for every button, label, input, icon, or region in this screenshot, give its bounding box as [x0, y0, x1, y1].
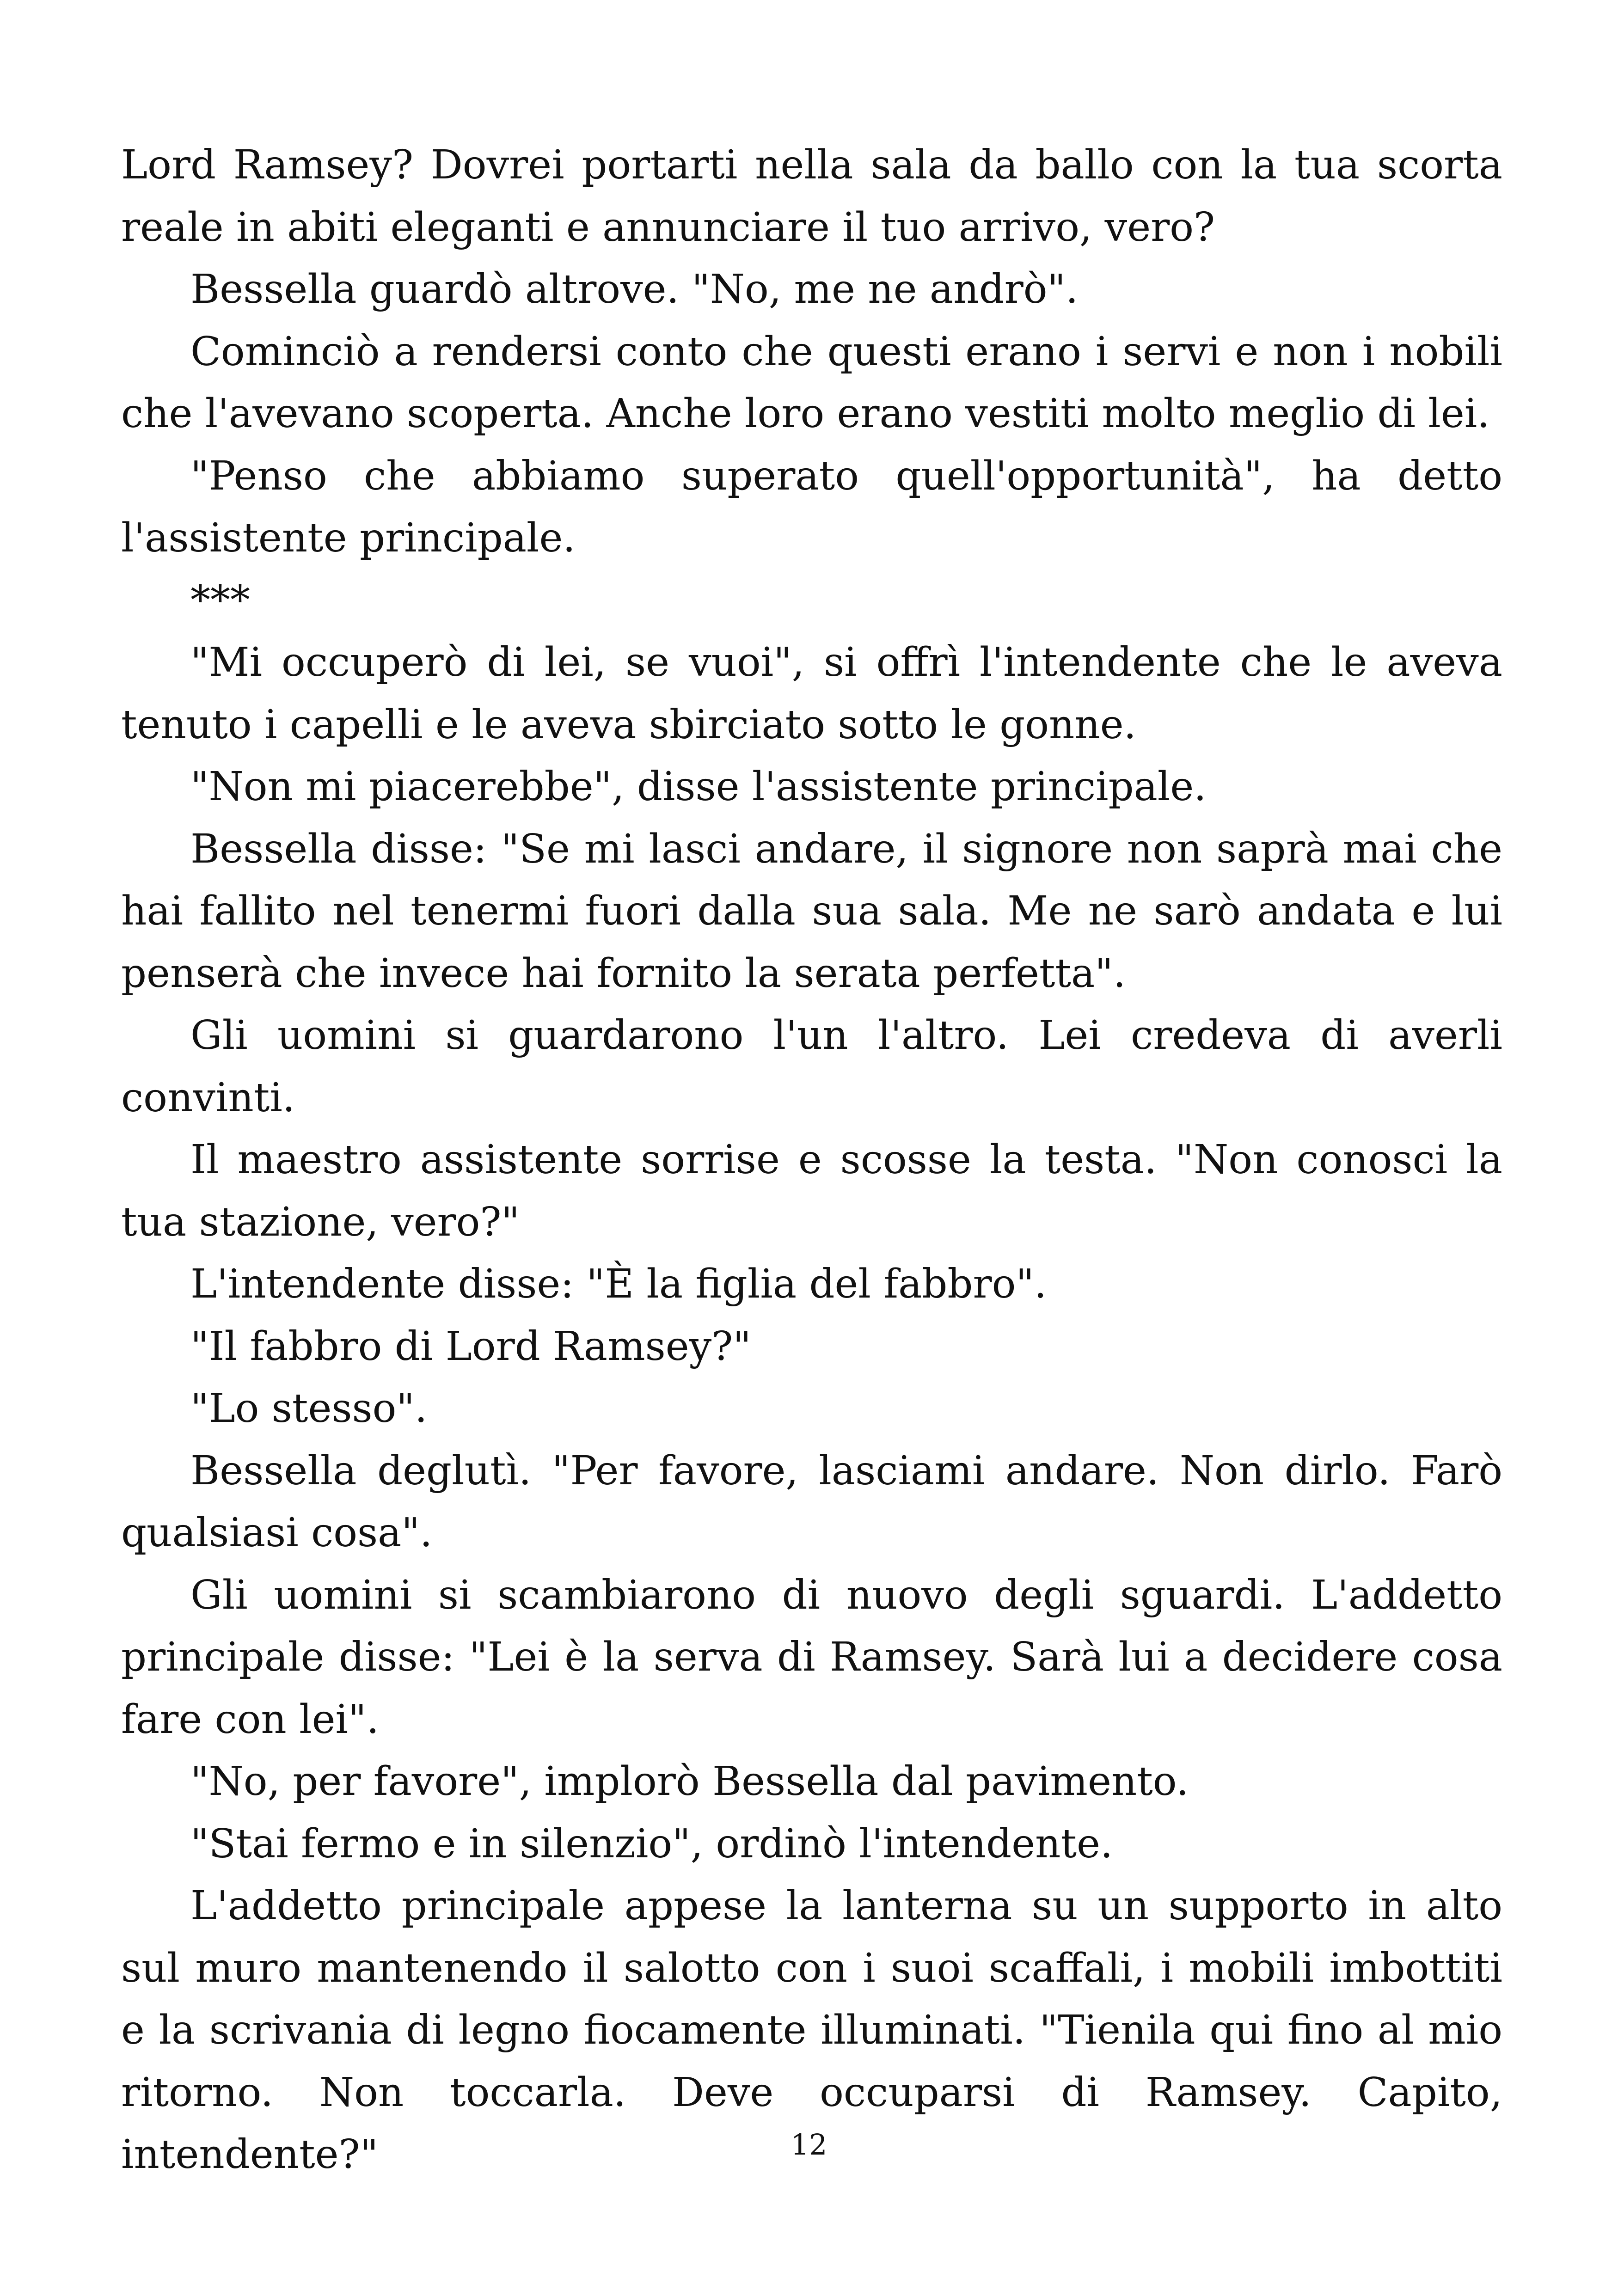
paragraph: Gli uomini si scambiarono di nuovo degli sguardi. L'addetto principale disse: "Lei è la serva di Ramsey. Sarà lui a decidere cosa fare con lei". — [121, 1572, 1502, 1743]
paragraph: Il maestro assistente sorrise e scosse la testa. "Non conosci la tua stazione, vero?" — [121, 1137, 1502, 1245]
paragraph: Cominciò a rendersi conto che questi erano i servi e non i nobili che l'avevano scoperta. Anche loro erano vestiti molto meglio di lei. — [121, 328, 1502, 437]
paragraph: Bessella guardò altrove. "No, me ne andrò". — [190, 266, 1079, 312]
paragraph: "Penso che abbiamo superato quell'opportunità", ha detto l'assistente principale. — [121, 453, 1502, 561]
paragraph: "Lo stesso". — [190, 1385, 428, 1432]
paragraph: "Stai fermo e in silenzio", ordinò l'intendente. — [190, 1820, 1113, 1867]
paragraph: "Mi occuperò di lei, se vuoi", si offrì l'intendente che le aveva tenuto i capelli e le aveva sbirciato sotto le gonne. — [121, 639, 1502, 748]
paragraph: Bessella disse: "Se mi lasci andare, il signore non saprà mai che hai fallito nel tenermi fuori dalla sua sala. Me ne sarò andata e lui penserà che invece hai fornito la serata perfetta". — [121, 826, 1502, 997]
paragraph: L'intendente disse: "È la figlia del fabbro". — [190, 1261, 1047, 1307]
paragraph: Bessella deglutì. "Per favore, lasciami andare. Non dirlo. Farò qualsiasi cosa". — [121, 1447, 1502, 1556]
body-text — [121, 134, 1502, 2186]
paragraph: Gli uomini si guardarono l'un l'altro. Lei credeva di averli convinti. — [121, 1012, 1502, 1121]
paragraph: "Il fabbro di Lord Ramsey?" — [190, 1323, 751, 1370]
scene-break: *** — [190, 577, 250, 624]
paragraph: "Non mi piacerebbe", disse l'assistente principale. — [190, 764, 1207, 810]
paragraph: "No, per favore", implorò Bessella dal pavimento. — [190, 1758, 1189, 1805]
paragraph: L'addetto principale appese la lanterna su un supporto in alto sul muro mantenendo il salotto con i suoi scaffali, i mobili imbottiti e la scrivania di legno fiocamente illuminati. "Tienila qui fino al mio ritorno. Non toccarla. Deve occuparsi di Ramsey. Capito, intendente?" — [121, 1883, 1502, 2178]
paragraph-continuation: Lord Ramsey? Dovrei portarti nella sala da ballo con la tua scorta reale in abiti eleganti e annunciare il tuo arrivo, vero? — [121, 142, 1502, 251]
page-number: 12 — [791, 2128, 827, 2161]
